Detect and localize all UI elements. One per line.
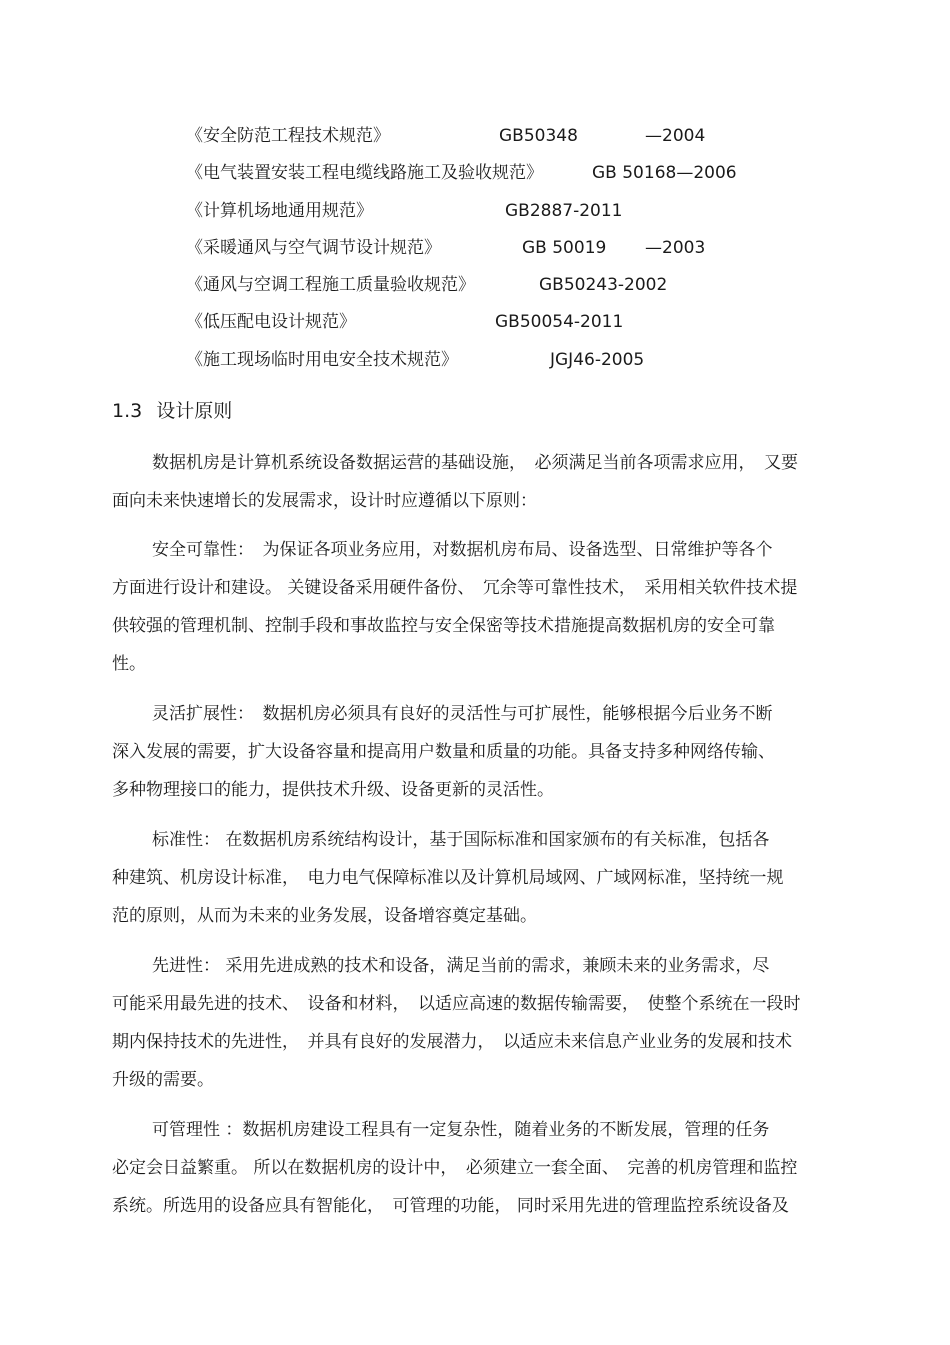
- standard-code: GB50243-2002: [539, 275, 668, 296]
- paragraph-line: 深入发展的需要，扩大设备容量和提高用户数量和质量的功能。具备支持多种网络传输、: [112, 742, 775, 762]
- paragraph-line: 性。: [112, 654, 146, 674]
- standard-name: 《通风与空调工程施工质量验收规范》: [186, 275, 475, 296]
- standard-row: [0, 230, 950, 267]
- standard-year: —2003: [645, 237, 706, 258]
- standard-year: —2004: [645, 126, 706, 146]
- section-title: 设计原则: [156, 400, 233, 422]
- standard-code: GB 50019: [522, 237, 607, 258]
- paragraph-line: 必定会日益繁重。 所以在数据机房的设计中， 必须建立一套全面、 完善的机房管理和监控: [112, 1158, 798, 1178]
- paragraph-line: 种建筑、机房设计标准， 电力电气保障标准以及计算机局域网、广域网标准，坚持统一规: [112, 868, 784, 888]
- paragraph-line: 系统。所选用的设备应具有智能化， 可管理的功能， 同时采用先进的管理监控系统设备及: [112, 1196, 789, 1216]
- paragraph-line: 安全可靠性： 为保证各项业务应用，对数据机房布局、设备选型、日常维护等各个: [152, 540, 773, 560]
- standard-code: GB50054-2011: [495, 312, 624, 333]
- paragraph-line: 期内保持技术的先进性， 并具有良好的发展潜力， 以适应未来信息产业业务的发展和技术: [112, 1032, 792, 1052]
- standard-row: [0, 193, 950, 230]
- paragraph-line: 先进性： 采用先进成熟的技术和设备，满足当前的需求，兼顾未来的业务需求，尽: [152, 956, 770, 976]
- standard-name: 《电气装置安装工程电缆线路施工及验收规范》: [186, 163, 543, 184]
- standard-row: [0, 155, 950, 192]
- paragraph-line: 方面进行设计和建设。 关键设备采用硬件备份、 冗余等可靠性技术， 采用相关软件技术提: [112, 578, 798, 598]
- standard-name: 《安全防范工程技术规范》: [186, 126, 390, 146]
- standard-row: [0, 342, 950, 379]
- standard-code: GB2887-2011: [505, 200, 623, 221]
- standard-code: GB50348: [499, 126, 578, 146]
- standard-row: [0, 304, 950, 341]
- standard-code: JGJ46-2005: [550, 349, 645, 370]
- standard-name: 《低压配电设计规范》: [186, 312, 356, 333]
- standard-name: 《计算机场地通用规范》: [186, 200, 373, 221]
- standard-name: 《采暖通风与空气调节设计规范》: [186, 237, 441, 258]
- paragraph-line: 范的原则，从而为未来的业务发展，设备增容奠定基础。: [112, 906, 537, 926]
- section-number: 1.3: [112, 400, 143, 422]
- standards-list: [0, 118, 950, 379]
- paragraph-line: 数据机房是计算机系统设备数据运营的基础设施， 必须满足当前各项需求应用， 又要: [152, 453, 798, 473]
- standard-name: 《施工现场临时用电安全技术规范》: [186, 349, 458, 370]
- paragraph-line: 供较强的管理机制、控制手段和事故监控与安全保密等技术措施提高数据机房的安全可靠: [112, 616, 775, 636]
- standard-row: [0, 267, 950, 304]
- paragraph-line: 多种物理接口的能力，提供技术升级、设备更新的灵活性。: [112, 780, 554, 800]
- standard-code: GB 50168—2006: [592, 163, 737, 184]
- paragraph-line: 灵活扩展性： 数据机房必须具有良好的灵活性与可扩展性，能够根据今后业务不断: [152, 704, 773, 724]
- paragraph-line: 面向未来快速增长的发展需求，设计时应遵循以下原则：: [112, 491, 537, 511]
- section-heading: [112, 393, 232, 429]
- paragraph-line: 升级的需要。: [112, 1070, 214, 1090]
- standard-row: [0, 118, 950, 155]
- paragraph-line: 可能采用最先进的技术、 设备和材料， 以适应高速的数据传输需要， 使整个系统在一段时: [112, 994, 801, 1014]
- paragraph-line: 标准性： 在数据机房系统结构设计，基于国际标准和国家颁布的有关标准，包括各: [152, 830, 770, 850]
- paragraph-line: 可管理性 ：数据机房建设工程具有一定复杂性，随着业务的不断发展，管理的任务: [152, 1120, 770, 1140]
